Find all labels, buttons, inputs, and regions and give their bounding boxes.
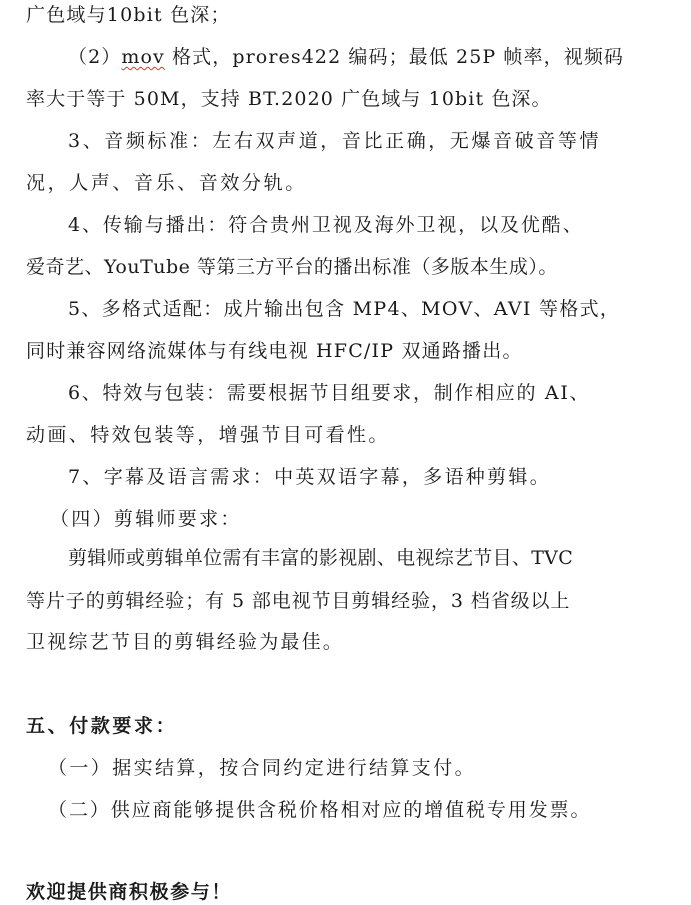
text-line: 7、字幕及语言需求：中英双语字幕，多语种剪辑。 bbox=[68, 466, 551, 488]
text-line: 况，人声、音乐、音效分轨。 bbox=[26, 172, 307, 194]
closing-statement: 欢迎提供商积极参与！ bbox=[26, 881, 233, 903]
spelling-flagged-word: mov bbox=[121, 46, 165, 68]
text-line: 5、多格式适配：成片输出包含 MP4、MOV、AVI 等格式， bbox=[68, 298, 621, 320]
text-line: 3、音频标准：左右双声道，音比正确，无爆音破音等情 bbox=[68, 130, 602, 152]
text-line: 剪辑师或剪辑单位需有丰富的影视剧、电视综艺节目、TVC bbox=[68, 547, 574, 569]
text-line: 6、特效与包装：需要根据节目组要求，制作相应的 AI、 bbox=[68, 382, 591, 404]
text-line: 率大于等于 50M，支持 BT.2020 广色域与 10bit 色深。 bbox=[26, 88, 552, 110]
text-line: 广色域与10bit 色深； bbox=[26, 4, 231, 26]
text-line: 4、传输与播出：符合贵州卫视及海外卫视，以及优酷、 bbox=[68, 214, 584, 236]
text-line: 同时兼容网络流媒体与有线电视 HFC/IP 双通路播出。 bbox=[26, 340, 523, 362]
section-heading-payment: 五、付款要求： bbox=[26, 715, 178, 737]
text-line: 等片子的剪辑经验；有 5 部电视节目剪辑经验，3 档省级以上 bbox=[26, 590, 571, 612]
text-line: 动画、特效包装等，增强节目可看性。 bbox=[26, 424, 390, 446]
text-line: 爱奇艺、YouTube 等第三方平台的播出标准（多版本生成）。 bbox=[26, 256, 558, 278]
text-line: 卫视综艺节目的剪辑经验为最佳。 bbox=[26, 631, 345, 653]
text-line-open: （2） bbox=[68, 46, 122, 68]
text-line: （一）据实结算，按合同约定进行结算支付。 bbox=[48, 757, 477, 779]
text-line bbox=[68, 44, 624, 70]
text-line: （二）供应商能够提供含税价格相对应的增值税专用发票。 bbox=[48, 799, 592, 821]
section-heading: （四）剪辑师要求： bbox=[50, 508, 242, 530]
text-line-rest: 格式，prores422 编码；最低 25P 帧率，视频码 bbox=[164, 46, 625, 68]
